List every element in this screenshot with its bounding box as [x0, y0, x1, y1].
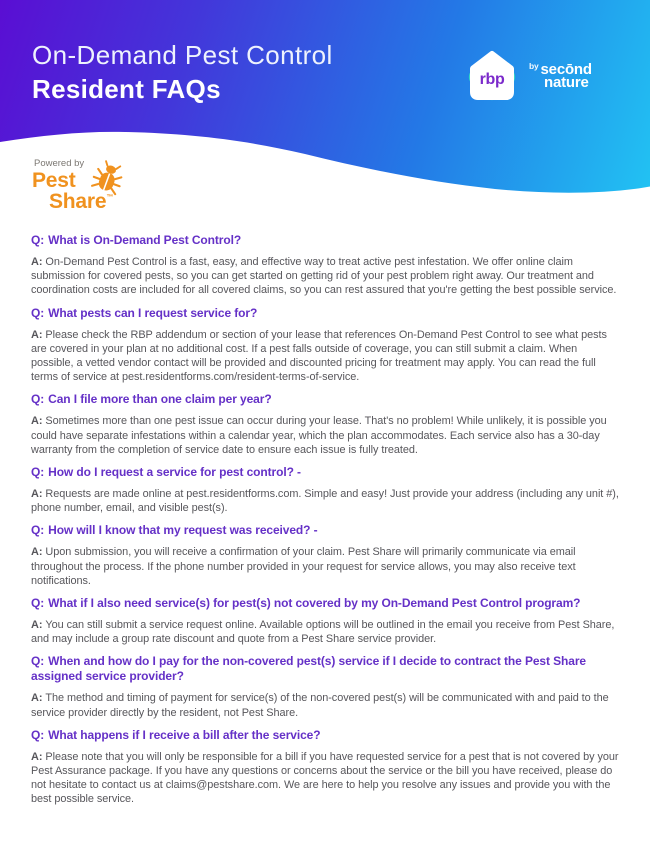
second-nature-word1: secōnd — [540, 61, 592, 78]
answer-prefix: A: — [31, 488, 43, 501]
question-prefix: Q: — [31, 654, 45, 669]
rbp-secondnature-logo — [468, 48, 592, 101]
faq-answer — [31, 328, 620, 385]
question-prefix: Q: — [31, 305, 45, 320]
faq-item — [31, 392, 620, 457]
faq-list — [0, 200, 650, 815]
faq-question-text: What is On-Demand Pest Control? — [48, 233, 242, 247]
faq-question — [31, 728, 620, 743]
answer-prefix: A: — [31, 328, 43, 341]
faq-question — [31, 523, 620, 538]
faq-item — [31, 523, 620, 588]
faq-question-text: What if I also need service(s) for pest(s) not covered by my On-Demand Pest Control program? — [48, 596, 581, 611]
faq-item — [31, 306, 620, 385]
trademark-symbol: ™ — [106, 194, 114, 201]
faq-answer — [31, 691, 620, 719]
faq-answer — [31, 487, 620, 515]
faq-answer-text: Please check the RBP addendum or section of your lease that references On-Demand Pest Control to see what pests are covered in your plan at no additional cost. If a pest falls outside of coverage, you can still submit a claim. When possible, a vetted vendor contact will be provided and discounted pricing for treatment may apply. You can read the full terms of service at pest.residentforms.com/resident-terms-of-service. — [31, 328, 607, 384]
faq-question-text: When and how do I pay for the non-covered pest(s) service if I decide to contract the Pest Share assigned service provider? — [31, 654, 586, 684]
faq-question-text: How do I request a service for pest control? - — [48, 465, 301, 480]
faq-question — [31, 306, 620, 321]
faq-answer-text: Sometimes more than one pest issue can occur during your lease. That's no problem! While unlikely, it is possible you could have separate infestations within a calendar year, which the plan accommodates. Each service also has a 30-day warranty from the completion of service date to ensure each issue is fully treated. — [31, 415, 607, 456]
faq-item — [31, 233, 620, 298]
faq-answer-text: On-Demand Pest Control is a fast, easy, and effective way to treat active pest infestation. We offer online claim submission for covered pests, so you can get started on getting rid of your pest problem right away. Our treatment and coordination costs are included for all covered claims, so you can rest assured that you're getting the best possible service. — [31, 256, 617, 297]
faq-question-text: What happens if I receive a bill after the service? — [48, 727, 321, 742]
answer-prefix: A: — [31, 750, 43, 763]
page-title: On-Demand Pest Control — [32, 40, 333, 70]
faq-question — [31, 654, 620, 684]
question-prefix: Q: — [31, 596, 45, 611]
faq-question — [31, 596, 620, 611]
pestshare-word1: Pest — [32, 169, 76, 192]
rbp-logo — [468, 48, 516, 101]
answer-prefix: A: — [31, 692, 43, 705]
question-prefix: Q: — [31, 233, 45, 247]
faq-answer — [31, 545, 620, 588]
faq-item — [31, 654, 620, 719]
powered-by-label: Powered by — [34, 158, 85, 169]
faq-question-text: How will I know that my request was received? - — [48, 523, 318, 538]
faq-question-text: What pests can I request service for? — [48, 305, 258, 320]
faq-answer-text: Upon submission, you will receive a confirmation of your claim. Pest Share will primarily communicate via email throughout the process. If the phone number provided in your request for service allows, you may also receive text notifications. — [31, 546, 576, 587]
faq-answer — [31, 750, 620, 807]
by-label: by — [529, 61, 539, 71]
faq-item — [31, 465, 620, 515]
faq-answer — [31, 255, 620, 298]
faq-item — [31, 728, 620, 807]
answer-prefix: A: — [31, 546, 43, 559]
beetle-icon — [91, 160, 125, 196]
page-subtitle: Resident FAQs — [32, 74, 221, 104]
answer-prefix: A: — [31, 619, 43, 632]
question-prefix: Q: — [31, 392, 45, 407]
faq-answer-text: The method and timing of payment for service(s) of the non-covered pest(s) will be communicated with and paid to the service provider directly by the resident, not Pest Share. — [31, 692, 609, 719]
faq-answer-text: You can still submit a service request online. Available options will be outlined in the email you receive from Pest Share, and may include a group rate discount and quote from a Pest Share service provider. — [31, 619, 615, 646]
faq-answer-text: Please note that you will only be responsible for a bill if you have requested service for a pest that is not covered by your Pest Assurance package. If you have any questions or concerns about the service or the bill you have received, please do not hesitate to contact us at claims@pestshare.com. We are here to help you resolve any issues and provide you with the best possible service. — [31, 750, 619, 806]
faq-question — [31, 233, 620, 248]
faq-answer — [31, 618, 620, 646]
second-nature-word2: nature — [544, 74, 589, 91]
second-nature-wordmark — [529, 60, 592, 89]
rbp-wordmark: rbp — [479, 71, 505, 88]
pestshare-word2: Share — [49, 190, 107, 213]
faq-item — [31, 596, 620, 646]
faq-question-text: Can I file more than one claim per year? — [48, 392, 272, 407]
question-prefix: Q: — [31, 523, 45, 538]
answer-prefix: A: — [31, 415, 43, 428]
answer-prefix: A: — [31, 256, 43, 268]
question-prefix: Q: — [31, 727, 45, 742]
question-prefix: Q: — [31, 465, 45, 480]
faq-question — [31, 465, 620, 480]
faq-answer — [31, 414, 620, 457]
faq-question — [31, 392, 620, 407]
faq-answer-text: Requests are made online at pest.residentforms.com. Simple and easy! Just provide your address (including any unit #), phone number, email, and visible pest(s). — [31, 488, 619, 515]
